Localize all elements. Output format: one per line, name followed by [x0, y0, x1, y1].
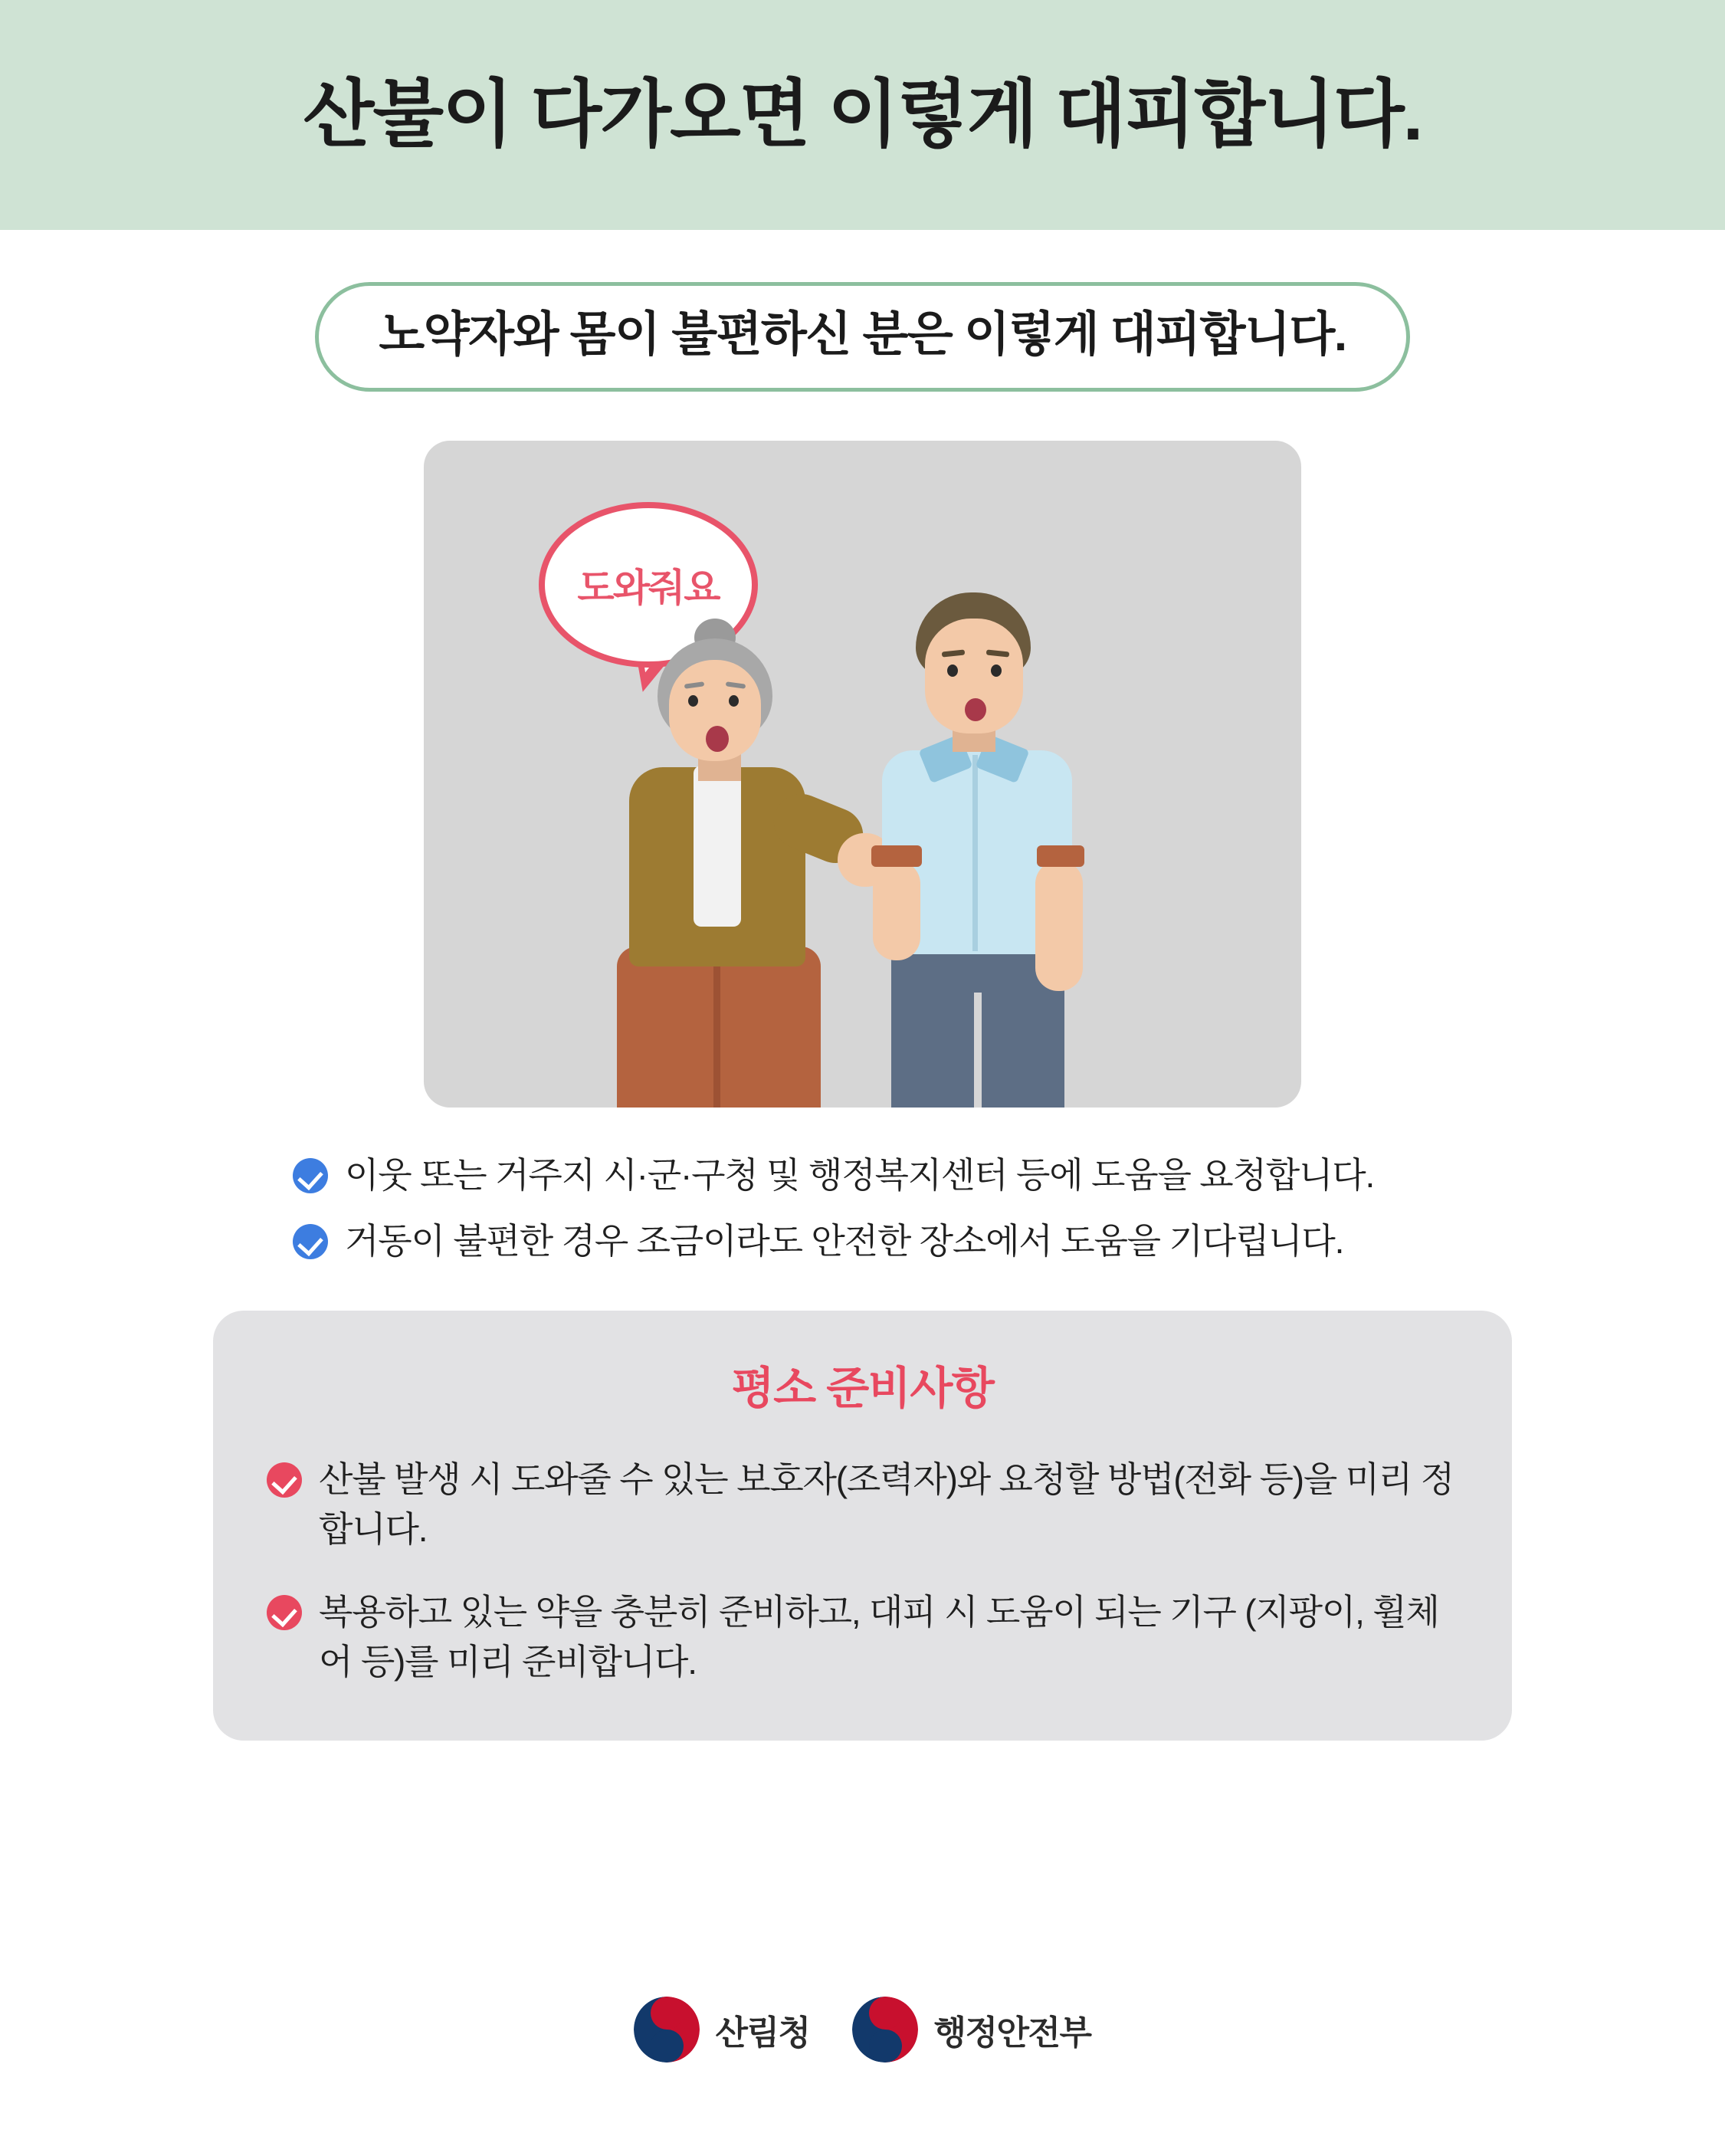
man-sleeve-right: [1037, 845, 1084, 867]
subtitle-text: 노약자와 몸이 불편하신 분은 이렇게 대피합니다.: [379, 308, 1346, 361]
preparation-card: [213, 1311, 1512, 1741]
preparation-card-title: 평소 준비사항: [731, 1363, 994, 1413]
man-arm-right: [1035, 861, 1083, 991]
main-bullet-list: [0, 1150, 1725, 1266]
list-item: [293, 1216, 1572, 1266]
subtitle-section: [0, 282, 1725, 392]
man-shirt-button-line: [972, 755, 978, 951]
taegeuk-icon: [852, 1997, 918, 2062]
page-title: 산불이 다가오면 이렇게 대피합니다.: [303, 74, 1422, 156]
page-header: [0, 0, 1725, 230]
speech-bubble-text: 도와줘요: [577, 566, 720, 610]
list-item-label: 거동이 불편한 경우 조금이라도 안전한 장소에서 도움을 기다립니다.: [345, 1220, 1344, 1261]
illustration-section: [0, 441, 1725, 1108]
logo-label: 행정안전부: [933, 2014, 1091, 2052]
list-item: [267, 1587, 1458, 1688]
check-icon: [267, 1462, 302, 1498]
woman-skirt-fold: [713, 947, 720, 1108]
man-pants-gap: [974, 993, 982, 1108]
check-icon: [293, 1224, 328, 1259]
check-icon: [293, 1158, 328, 1193]
footer-logos: [0, 1997, 1725, 2062]
check-icon: [267, 1595, 302, 1630]
list-item-label: 이웃 또는 거주지 시·군·구청 및 행정복지센터 등에 도움을 요청합니다.: [345, 1155, 1375, 1196]
taegeuk-icon: [634, 1997, 700, 2062]
man-sleeve-left: [871, 845, 922, 867]
woman-scarf: [694, 766, 741, 927]
subtitle-pill: [315, 282, 1409, 392]
man-arm-left: [873, 861, 920, 960]
list-item: [267, 1455, 1458, 1555]
list-item-label: 산불 발생 시 도와줄 수 있는 보호자(조력자)와 요청할 방법(전화 등)을 미리 정합니다.: [319, 1459, 1454, 1550]
list-item-label: 복용하고 있는 약을 충분히 준비하고, 대피 시 도움이 되는 기구 (지팡이, 휠체어 등)를 미리 준비합니다.: [319, 1591, 1439, 1682]
logo-ministry-of-interior-and-safety: [852, 1997, 1090, 2062]
illustration-panel: [424, 441, 1301, 1108]
logo-korea-forest-service: [634, 1997, 809, 2062]
logo-label: 산림청: [715, 2014, 810, 2052]
list-item: [293, 1150, 1572, 1200]
